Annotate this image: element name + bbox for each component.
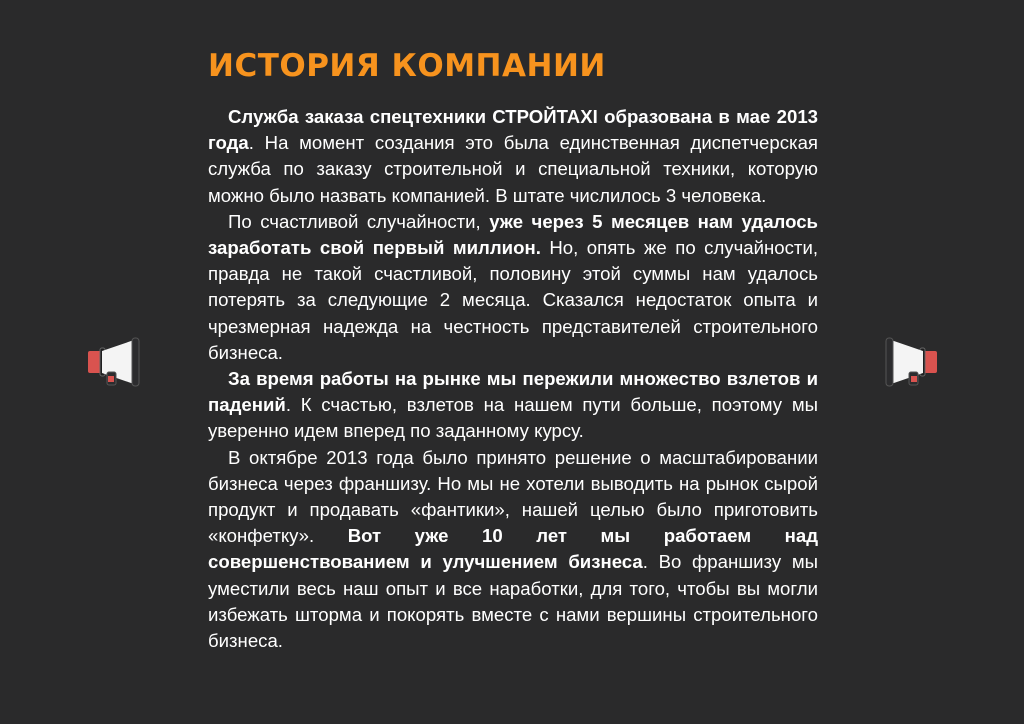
paragraph — [208, 104, 818, 209]
text-run: . На момент создания это была единственная диспетчерская служба по заказу строительной и специальной техники, которую можно было назвать компанией. В штате числилось 3 человека. — [208, 132, 818, 206]
bold-text: Служба заказа спецтехники СТРОЙТАХІ образована в мае 2013 года — [208, 106, 818, 154]
text-run: По счастливой случайности, — [228, 210, 490, 232]
megaphone-icon — [879, 336, 941, 388]
bold-text: уже через 5 месяцев нам удалось заработать свой первый миллион. — [208, 210, 818, 259]
paragraph — [208, 445, 818, 655]
text-run: . К счастью, взлетов на нашем пути больше, поэтому мы уверенно идем вперед по заданному курсу. — [208, 394, 818, 442]
bold-text: Вот уже 10 лет мы работаем над совершенствованием и улучшением бизнеса — [208, 525, 818, 573]
text-run: Но, опять же по случайности, правда не такой счастливой, половину этой суммы нам удалось потерять за следующие 2 месяца. Сказался недостаток опыта и чрезмерная надежда на честность представителей строительного бизнеса. — [208, 237, 818, 363]
megaphone-icon — [84, 336, 146, 388]
page-title: ИСТОРИЯ КОМПАНИИ — [208, 48, 606, 84]
text-run: В октябре 2013 года было принято решение о масштабировании бизнеса через франшизу. Но мы не хотели выводить на рынок сырой продукт и продавать «фантики», нашей целью было приготовить «конфетку». — [208, 446, 818, 547]
paragraph — [208, 366, 818, 445]
bold-text: За время работы на рынке мы пережили множество взлетов и падений — [208, 368, 818, 416]
text-run: . Во франшизу мы уместили весь наш опыт и все наработки, для того, чтобы вы могли избежать шторма и покорять вместе с нами вершины строительного бизнеса. — [208, 551, 818, 652]
article-body — [208, 104, 818, 654]
paragraph — [208, 209, 818, 366]
